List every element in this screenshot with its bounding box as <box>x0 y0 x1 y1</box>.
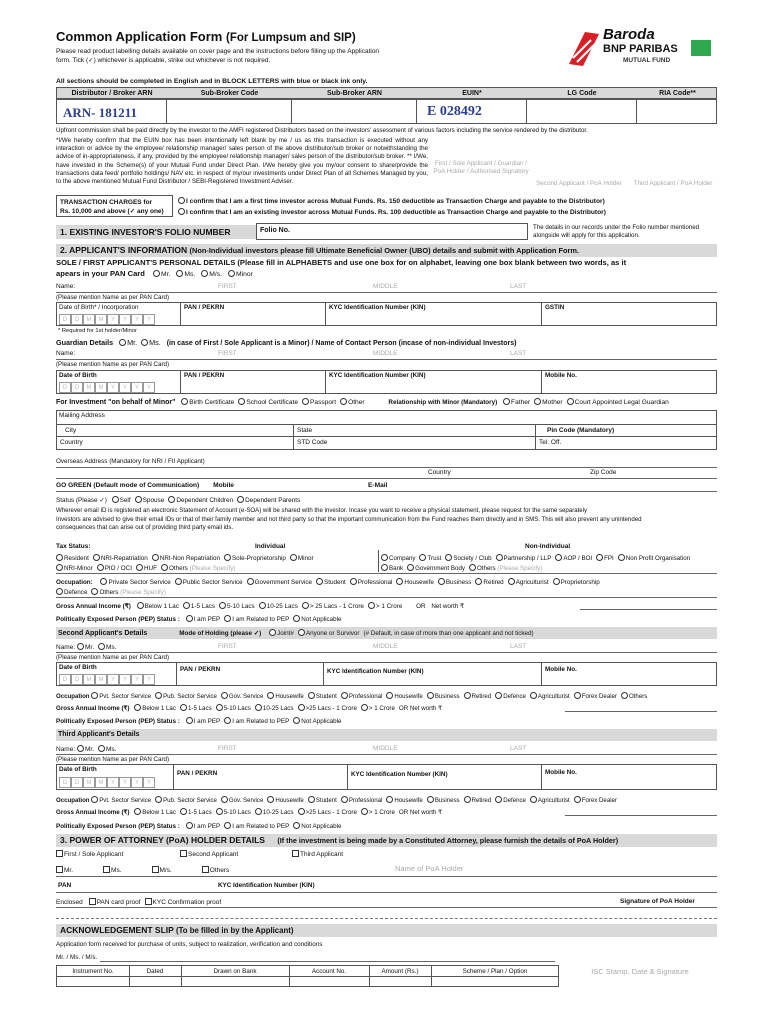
euin-value[interactable]: E 028492 <box>427 104 482 119</box>
minor-investment-row: For Investment "on behalf of Minor" Birth Certificate School Certificate Passport Other Relationship with Minor (Mandatory) Father Mother Court Appointed Legal Guardian <box>56 399 669 406</box>
euin-declaration: *I/We hereby confirm that the EUIN box has been intentionally left blank by me / us as this transaction is executed without any interaction or advice by the employee/ relationship manager/ sales person of the above distributor/sub broker or notwithstanding the advice of in-appropriateness, if any, provided by the employee/ relationship manager/ sales person of the distributor/sub broker. ** I/We, have invested in the Scheme(s) of your Mutual Fund under Direct Plan. I/We hereby give you my/our consent to share/provide the transactions data feed/ portfolio holdings/ NAV etc. in respect of my/our investments under Direct Plan of all Schemes Managed by you, to the above mentioned Mutual Fund Distributor / SEBI-Registered Investment Adviser. <box>56 137 428 186</box>
applicant-name-field[interactable] <box>56 292 717 293</box>
transaction-option-first-time[interactable]: I confirm that I am a first time investor across Mutual Funds. Rs. 150 deductible as Transaction Charge and payable to the Distributor) <box>178 197 605 205</box>
form-title: Common Application Form (For Lumpsum and SIP) <box>56 29 356 44</box>
occupation-row1[interactable]: Occupation: Private Sector Service Public Sector Service Government Service Student Professional Housewife Business Retired Agriculturist Proprietorship <box>56 579 600 586</box>
baroda-bnp-logo: Baroda BNP PARIBAS MUTUAL FUND <box>565 26 715 72</box>
second-name-field[interactable] <box>56 652 717 653</box>
signature-second-applicant[interactable]: Second Applicant / PoA Holder <box>536 180 622 187</box>
pin-field[interactable]: Pin Code (Mandatory) <box>547 427 615 434</box>
poa-kyc-field[interactable]: KYC Identification Number (KIN) <box>218 882 315 889</box>
folio-note: The details in our records under the Folio number mentioned alongside will apply for this application. <box>533 224 700 239</box>
section-3-header: 3. POWER OF ATTORNEY (PoA) HOLDER DETAILS (If the investment is being made by a Constituted Attorney, please furnish the details of PoA Holder) <box>56 834 717 847</box>
tax-individual-row1[interactable]: Resident NRI-Repatriation NRI-Non Repatriation Sole-Proprietorship Minor <box>56 554 314 562</box>
third-applicant-heading: Third Applicant's Details <box>58 731 140 738</box>
folio-number-field[interactable]: Folio No. <box>256 223 528 240</box>
overseas-address-field[interactable] <box>56 467 717 468</box>
second-occupation-row[interactable]: Occupation Pvt. Sector Service Pub. Sector Service Gov. Service Housewife Student Professional Housewife Business Retired Defence Agriculturist Forex Dealer Others <box>56 693 648 700</box>
sole-applicant-heading: SOLE / FIRST APPLICANT'S PERSONAL DETAILS (Please fill in ALPHABETS and use one box for on alphabet, leaving one box blank between two words, as it <box>56 258 627 267</box>
applicant-id-row: Date of Birth* / Incorporation D D M M Y Y Y Y PAN / PEKRN KYC Identification Number (KIN) GSTIN <box>56 302 717 326</box>
guardian-name-field[interactable] <box>56 359 717 360</box>
signature-first-applicant[interactable]: First / Sole Applicant / Guardian / PoA Holder / Authorised Signatory <box>433 160 529 175</box>
arn-value[interactable]: ARN- 181211 <box>63 105 138 120</box>
ack-header: ACKNOWLEDGEMENT SLIP (To be filled in by the Applicant) <box>56 924 717 937</box>
occupation-row2[interactable]: Defence Others (Please Specify) <box>56 588 166 596</box>
third-name-field[interactable] <box>56 754 717 755</box>
status-row: Status (Please ✓) Self Spouse Dependent Children Dependent Parents <box>56 497 301 504</box>
gogreen-row: GO GREEN (Default mode of Communication) Mobile <box>56 482 234 489</box>
dob-cells[interactable]: D D M M Y Y Y Y <box>59 314 155 325</box>
ack-name-field[interactable] <box>100 961 555 962</box>
baroda-logo-icon <box>565 30 603 68</box>
upfront-commission-note: Upfront commission shall be paid directly by the investor to the AMFI registered Distributors based on the investors' assessment of various factors including the service rendered by the distributor. <box>56 127 588 134</box>
tel-field[interactable]: Tel. Off. <box>539 439 562 446</box>
guardian-id-row: Date of Birth D D M M Y Y Y Y PAN / PEKRN KYC Identification Number (KIN) Mobile No. <box>56 370 717 394</box>
poa-signature-field[interactable]: Signature of PoA Holder <box>620 898 695 905</box>
poa-holder-type-row[interactable]: First / Sole Applicant <box>56 850 123 858</box>
email-notes: Wherever email ID is registered an electronic Statement of Account (e-SOA) will be shared with the investor. Incase you want to receive a physical statement, please request for the same separately Investors are advised to give their email IDs or that of their family member and not third party so that the important communication from the Fund reaches them directly and in SMS. This will also prevent any unintended consequences that can arise out of providing third party email ids. <box>56 507 642 531</box>
transaction-charges-label: TRANSACTION CHARGES for Rs. 10,000 and above (✓ any one) <box>56 195 173 217</box>
radio-icon <box>178 197 185 204</box>
email-field[interactable]: E-Mail <box>368 482 388 489</box>
third-id-row: Date of Birth D D M M Y Y Y Y PAN / PEKRN KYC Identification Number (KIN) Mobile No. <box>56 764 717 790</box>
state-field[interactable]: State <box>297 427 313 434</box>
tax-nonindividual-row1[interactable]: Company Trust Society / Club Partnership / LLP AOP / BOI FPI Non Profit Organisation <box>381 554 690 562</box>
mobile-field[interactable]: Mobile <box>213 482 234 489</box>
cut-line <box>56 918 717 919</box>
std-field[interactable]: STD Code <box>297 439 328 446</box>
gstin-field[interactable]: GSTIN <box>545 304 565 311</box>
guardian-details-heading: Guardian Details Mr. Ms. (in case of First / Sole Applicant is a Minor) / Name of Contact Person (incase of non-individual Investors) <box>56 338 517 347</box>
address-block: Mailing Address City State Pin Code (Mandatory) Country STD Code Tel. Off. <box>56 410 717 450</box>
intro-text: Please read product labelling details available on cover page and the instructions before filling up the Application form. Tick (✓) whichever is applicable, strike out whichever is not required. <box>56 48 380 64</box>
transaction-option-existing[interactable]: I confirm that I am an existing investor across Mutual Funds. Rs. 100 deductible as Transaction Charge and payable to the Distributor) <box>178 208 606 216</box>
poa-pan-field[interactable]: PAN <box>58 882 72 889</box>
income-row[interactable]: Gross Annual Income (₹) Below 1 Lac 1-5 Lacs 5-10 Lacs 10-25 Lacs > 25 Lacs - 1 Crore > 1 Crore OR Net worth ₹ <box>56 603 465 610</box>
sole-applicant-heading-2: apears in your PAN Card Mr. Ms. M/s. Minor <box>56 269 253 278</box>
signature-third-applicant[interactable]: Third Applicant / PoA Holder <box>633 180 713 187</box>
third-pep-row[interactable]: Politically Exposed Person (PEP) Status : I am PEP I am Related to PEP Not Applicable <box>56 823 342 830</box>
second-income-row[interactable]: Gross Annual Income (₹) Below 1 Lac 1-5 Lacs 5-10 Lacs 10-25 Lacs >25 Lacs - 1 Crore > 1 Crore OR Net worth ₹ <box>56 705 443 712</box>
section-1-header: 1. EXISTING INVESTOR'S FOLIO NUMBER <box>56 225 256 239</box>
ack-table: Instrument No. Dated Drawn on Bank Account No. Amount (Rs.) Scheme / Plan / Option <box>56 965 559 987</box>
pep-row[interactable]: Politically Exposed Person (PEP) Status : I am PEP I am Related to PEP Not Applicable <box>56 616 342 623</box>
second-pep-row[interactable]: Politically Exposed Person (PEP) Status : I am PEP I am Related to PEP Not Applicable <box>56 718 342 725</box>
poa-name-field[interactable]: Name of PoA Holder <box>395 864 464 873</box>
city-field[interactable]: City <box>65 427 77 434</box>
tax-individual-row2[interactable]: NRI-Minor PIO / OCI HUF Others (Please Specify) <box>56 564 235 572</box>
isc-stamp-area: ISC Stamp, Date & Signature <box>591 967 689 976</box>
second-applicant-heading: Second Applicant's Details Mode of Holding (please ✓) Joint# Anyone or Survivor (# Default, in case of more than one applicant and not ticked) <box>58 630 534 637</box>
distributor-values-row <box>56 99 717 124</box>
country-field[interactable]: Country <box>60 439 83 446</box>
bnp-stars-icon <box>691 40 711 56</box>
section-2-header: 2. APPLICANT'S INFORMATION (Non-Individual investors please fill Ultimate Beneficial Owner (UBO) details and submit with Application Form. <box>56 244 717 257</box>
poa-enclosed-row[interactable]: Enclosed PAN card proof KYC Confirmation proof <box>56 899 222 906</box>
third-occupation-row[interactable]: Occupation Pvt. Sector Service Pub. Sector Service Gov. Service Housewife Student Professional Housewife Business Retired Defence Agriculturist Forex Dealer <box>56 797 617 804</box>
distributor-header-row: Distributor / Broker ARN Sub-Broker Code Sub-Broker ARN EUIN* LG Code RIA Code** <box>56 87 717 99</box>
pan-field[interactable]: PAN / PEKRN <box>184 304 225 311</box>
third-applicant-band <box>56 729 717 741</box>
radio-icon <box>178 208 185 215</box>
third-income-row[interactable]: Gross Annual Income (₹) Below 1 Lac 1-5 Lacs 5-10 Lacs 10-25 Lacs >25 Lacs - 1 Crore > 1 Crore OR Net worth ₹ <box>56 809 443 816</box>
tax-nonindividual-row2[interactable]: Bank Government Body Others (Please Specify) <box>381 564 542 572</box>
poa-title-row[interactable]: Mr. Ms. M/s. Others <box>56 866 229 874</box>
second-id-row: Date of Birth D D M M Y Y Y Y PAN / PEKRN KYC Identification Number (KIN) Mobile No. <box>56 662 717 686</box>
kyc-field[interactable]: KYC Identification Number (KIN) <box>329 304 426 311</box>
block-letters-note: All sections should be completed in English and in BLOCK LETTERS with blue or black ink only. <box>56 78 368 85</box>
